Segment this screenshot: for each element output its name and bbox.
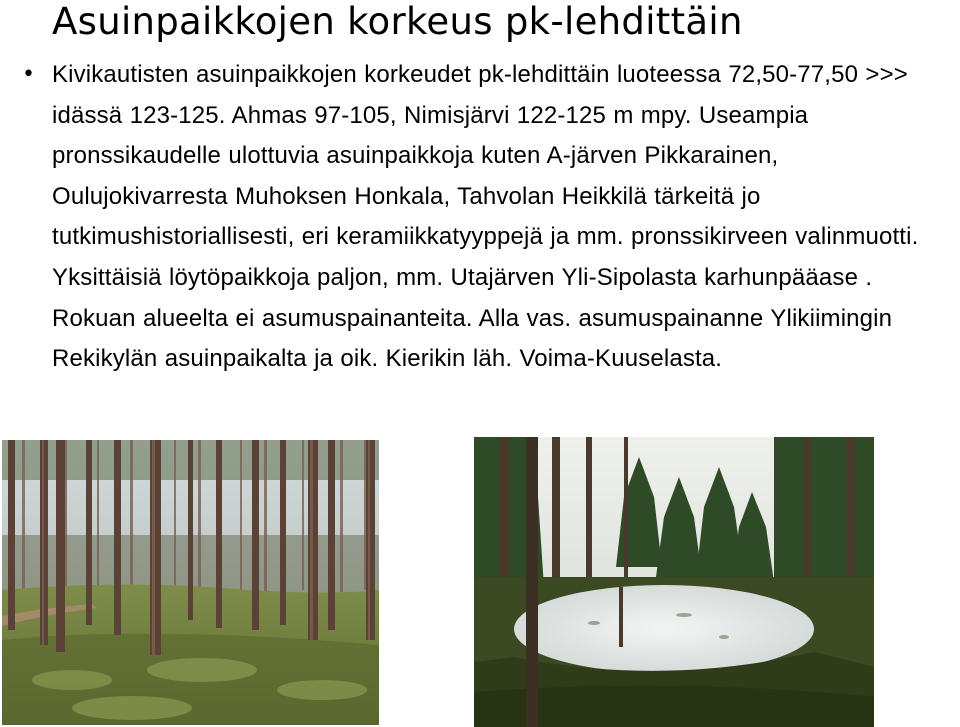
pine-forest-illustration [2, 440, 379, 725]
pine-forest-photo [2, 440, 379, 725]
dwelling-depression-photo [474, 437, 874, 727]
slide-title: Asuinpaikkojen korkeus pk-lehdittäin [52, 0, 743, 43]
bullet-item [16, 55, 956, 380]
bullet-marker: • [22, 62, 35, 87]
bullet-text: Kivikautisten asuinpaikkojen korkeudet pk-lehdittäin luoteessa 72,50-77,50 >>> idässä 123-125. Ahmas 97-105, Nimisjärvi 122-125 m mpy. Useampia pronssikaudelle ulottuvia asuinpaikkoja kuten A-järven Pikkarainen, Oulujokivarresta Muhoksen Honkala, Tahvolan Heikkilä tärkeitä jo tutkimushistoriallisesti, eri keramiikkatyyppejä ja mm. pronssikirveen valinmuotti. Yksittäisiä löytöpaikkoja paljon, mm. Utajärven Yli-Sipolasta karhunpääase . Rokuan alueelta ei asumuspainanteita. Alla vas. asumuspainanne Ylikiimingin Rekikylän asuinpaikalta ja oik. Kierikin läh. Voima-Kuuselasta. [52, 61, 919, 373]
dwelling-depression-illustration [474, 437, 874, 727]
bullet-list [16, 55, 956, 380]
